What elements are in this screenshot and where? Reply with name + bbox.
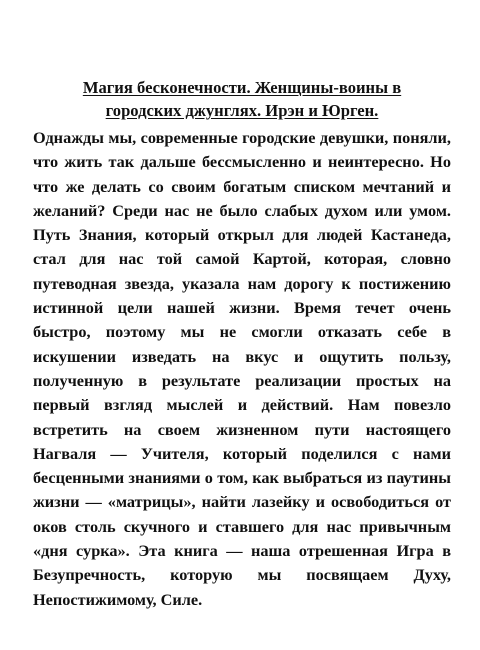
body-paragraph: Однажды мы, современные городские девушки, поняли, что жить так дальше бессмысленно и неинтересно. Но что же делать со своим богатым списком мечтаний и желаний? Среди нас не было слабых духом или умом. Путь Знания, который открыл для людей Кастанеда, стал для нас той самой Картой, которая, словно путеводная звезда, указала нам дорогу к постижению истинной цели нашей жизни. Время течет очень быстро, поэтому мы не смогли отказать себе в искушении изведать на вкус и ощутить пользу, полученную в результате реализации простых на первый взгляд мыслей и действий. Нам повезло встретить на своем жизненном пути настоящего Нагваля — Учителя, который поделился с нами бесценными знаниями о том, как выбраться из паутины жизни — «матрицы», найти лазейку и освободиться от оков столь скучного и ставшего для нас привычным «дня сурка». Эта книга — наша отрешенная Игра в Безупречность, которую мы посвящаем Духу, Непостижимому, Силе. <box>33 128 451 609</box>
title-line-2: городских джунглях. Ирэн и Юрген. <box>105 101 379 120</box>
title-line-1: Магия бесконечности. Женщины-воины в <box>82 78 402 97</box>
document-title <box>33 76 451 122</box>
document-page <box>33 76 451 612</box>
